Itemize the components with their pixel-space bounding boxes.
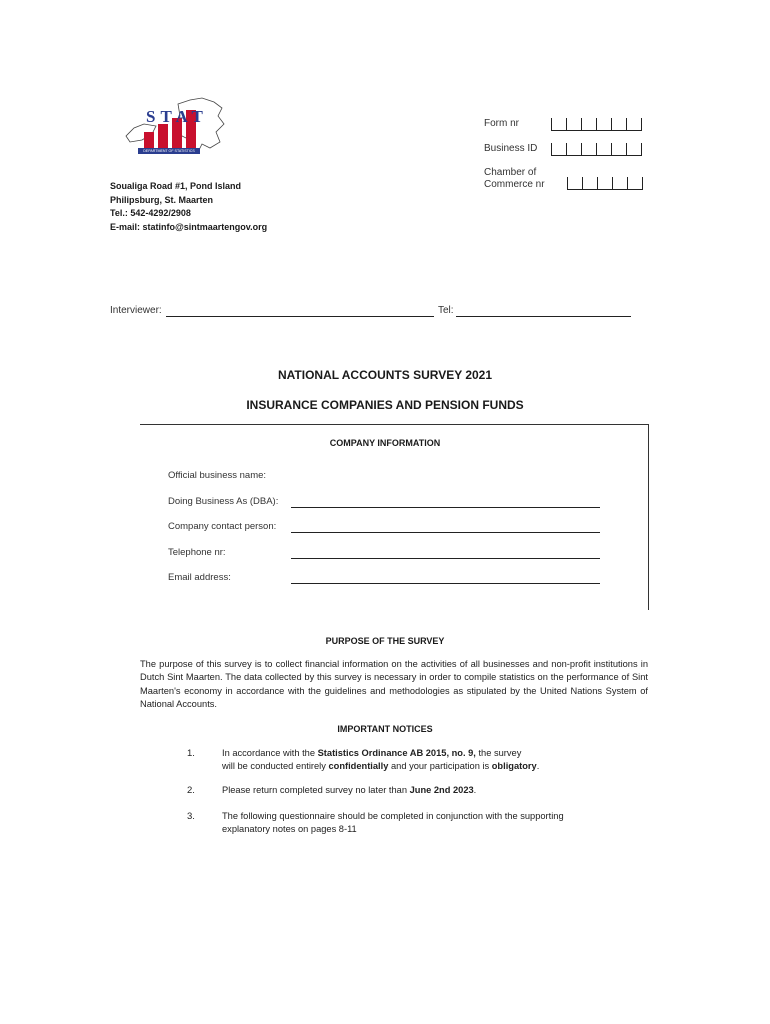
survey-title: NATIONAL ACCOUNTS SURVEY 2021 [277,368,493,382]
form-nr-boxes[interactable] [551,118,642,131]
address-line-street: Soualiga Road #1, Pond Island [110,181,242,191]
telephone-line[interactable] [291,558,600,559]
address-line-tel: Tel.: 542-4292/2908 [110,208,191,218]
form-nr-label: Form nr [484,118,519,129]
dba-line[interactable] [291,507,600,508]
notice-1-number: 1. [187,748,195,759]
email-line[interactable] [291,583,600,584]
purpose-heading: PURPOSE OF THE SURVEY [325,636,445,646]
chamber-label [484,167,545,191]
logo-caption: DEPARTMENT OF STATISTICS [143,149,195,153]
notice-2-text: Please return completed survey no later than June 2nd 2023. [222,785,477,795]
telephone-label: Telephone nr: [168,547,226,558]
address-block [110,180,267,234]
stat-logo [118,96,228,158]
notice-2-number: 2. [187,785,195,796]
chamber-label-line1: Chamber of [484,167,537,178]
contact-person-label: Company contact person: [168,521,277,532]
notice-3-text: The following questionnaire should be completed in conjunction with the supporting explanatory notes on pages 8-11 [222,811,564,834]
dba-label: Doing Business As (DBA): [168,496,279,507]
notice-3-number: 3. [187,811,195,822]
chamber-nr-boxes[interactable] [567,177,643,190]
notices-heading: IMPORTANT NOTICES [337,724,433,734]
email-label: Email address: [168,572,231,583]
contact-person-line[interactable] [291,532,600,533]
interviewer-label: Interviewer: [110,305,162,316]
business-id-label: Business ID [484,143,538,154]
purpose-text: The purpose of this survey is to collect financial information on the activities of all businesses and non-profit institutions in Dutch Sint Maarten. The data collected by this survey is necessary in order to compile statistics on the performance of Sint Maarten's economy in accordance with the guidelines and methodologies as stipulated by the United Nations System of National Accounts. [140,659,648,709]
logo-letters: STAT [146,107,208,126]
survey-subtitle: INSURANCE COMPANIES AND PENSION FUNDS [246,398,524,412]
address-line-city: Philipsburg, St. Maarten [110,194,214,205]
chamber-label-line2: Commerce nr [484,179,545,190]
interviewer-line[interactable] [166,316,434,317]
tel-line[interactable] [456,316,631,317]
business-id-boxes[interactable] [551,143,642,156]
company-info-heading: COMPANY INFORMATION [329,438,441,448]
tel-label: Tel: [438,305,454,316]
notice-1-text: In accordance with the Statistics Ordinance AB 2015, no. 9, the survey will be conducted entirely confidentially and your participation is obligatory. [222,748,540,771]
address-line-email: E-mail: statinfo@sintmaartengov.org [110,221,268,232]
official-name-label: Official business name: [168,470,267,481]
